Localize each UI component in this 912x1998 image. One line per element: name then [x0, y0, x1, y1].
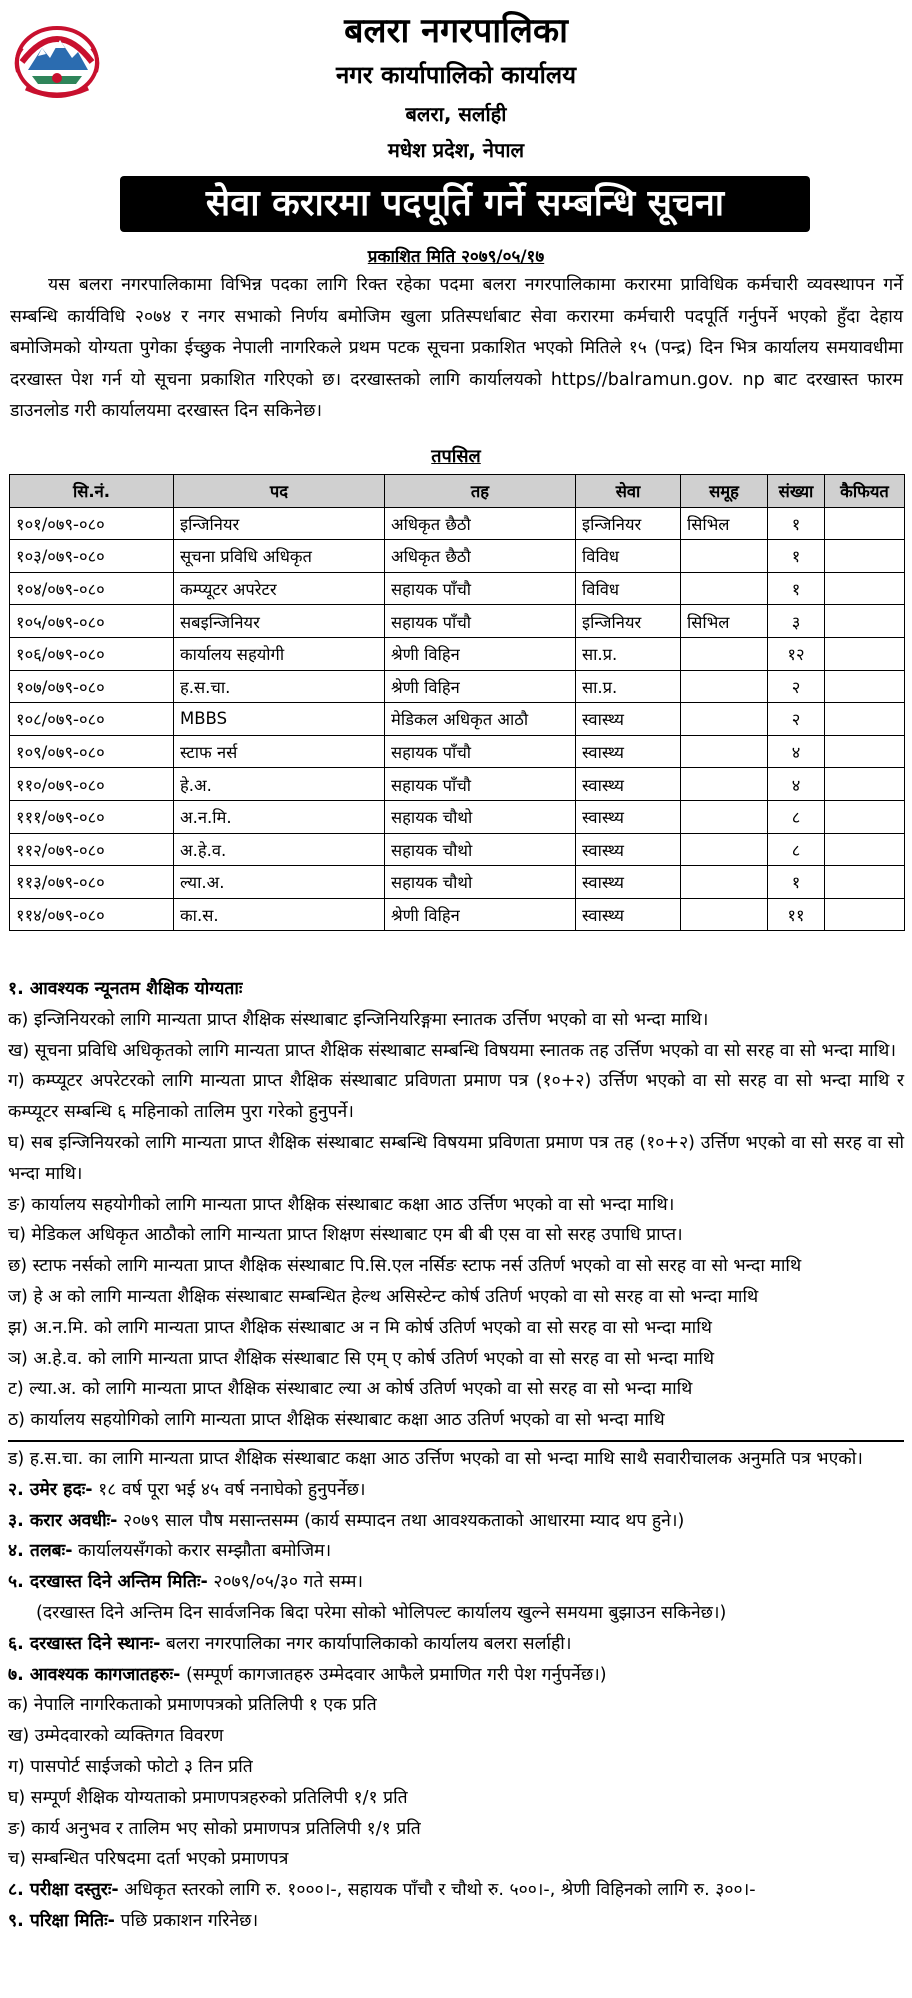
salary-label: ४. तलबः- — [8, 1541, 73, 1562]
table-cell: अधिकृत छैठौ — [385, 507, 576, 540]
exam-text: पछि प्रकाशन गरिनेछ। — [114, 1910, 259, 1931]
intro-text: यस बलरा नगरपालिकामा विभिन्न पदका लागि रिक्त रहेका पदमा बलरा नगरपालिकामा करारमा प्राविधिक कर्मचारी व्यवस्थापन गर्ने सम्बन्धि कार्यविधि २०७४ र नगर सभाको निर्णय बमोजिम खुला प्रतिस्पर्धाबाट सेवा करारमा कर्मचारी पदपूर्ति गर्नुपर्ने भएको हुँदा देहाय बमोजिमको योग्यता पुगेका ईच्छुक नेपाली नागरिकले प्रथम पटक सूचना प्रकाशित भएको मितिले १५ (पन्द्र) दिन भित्र कार्यालय समयावधीमा दरखास्त पेश गर्न यो सूचना प्रकाशित गरिएको छ। दरखास्तको लागि कार्यालयको https//balramun.gov. np बाट दरखास्त फारम डाउनलोड गरी कार्यालयमा दरखास्त दिन सकिनेछ। — [10, 275, 903, 421]
table-cell: स्वास्थ्य — [576, 898, 681, 931]
table-cell: स्वास्थ्य — [576, 768, 681, 801]
table-cell — [825, 540, 905, 573]
table-cell: सहायक पाँचौ — [385, 735, 576, 768]
divider — [8, 1440, 904, 1442]
table-row — [10, 898, 905, 931]
salary-text: कार्यालयसँगको करार सम्झौता बमोजिम। — [72, 1541, 332, 1562]
qualification-item: ड) ह.स.चा. का लागि मान्यता प्राप्त शैक्षिक संस्थाबाट कक्षा आठ उर्त्तिण भएको वा सो भन्दा माथि साथै सवारीचालक अनुमति पत्र भएको। — [8, 1448, 863, 1469]
age-limit — [8, 1475, 904, 1506]
notice-body — [8, 974, 904, 1937]
table-row — [10, 605, 905, 638]
table-cell: स्वास्थ्य — [576, 735, 681, 768]
table-row — [10, 572, 905, 605]
table-cell: सहायक पाँचौ — [385, 605, 576, 638]
table-cell: हे.अ. — [174, 768, 385, 801]
table-row — [10, 866, 905, 899]
age-text: १८ वर्ष पूरा भई ४५ वर्ष ननाघेको हुनुपर्नेछ। — [92, 1479, 366, 1500]
table-cell — [681, 670, 768, 703]
table-row — [10, 670, 905, 703]
fee-label: ८. परीक्षा दस्तुरः- — [8, 1880, 119, 1901]
table-cell: श्रेणी विहिन — [385, 637, 576, 670]
document-item: क) नेपालि नागरिकताको प्रमाणपत्रको प्रतिलिपी १ एक प्रति — [8, 1695, 377, 1716]
qualification-item: झ) अ.न.मि. को लागि मान्यता प्राप्त शैक्षिक संस्थाबाट अ न मि कोर्ष उतिर्ण भएको वा सो सरह वा सो भन्दा माथि — [8, 1317, 712, 1338]
table-cell — [825, 670, 905, 703]
table-cell: ११३/०७९-०८० — [10, 866, 174, 899]
table-cell — [825, 605, 905, 638]
application-deadline — [8, 1567, 904, 1598]
qualification-item: छ) स्टाफ नर्सको लागि मान्यता प्राप्त शैक्षिक संस्थाबाट पि.सि.एल नर्सिङ स्टाफ नर्स उतिर्ण भएको वा सो सरह वा सो भन्दा माथि — [8, 1256, 802, 1277]
qualification-item: च) मेडिकल अधिकृत आठौको लागि मान्यता प्राप्त शिक्षण संस्थाबाट एम बी बी एस वा सो सरह उपाधि प्राप्त। — [8, 1225, 683, 1246]
qualification-item: क) इन्जिनियरको लागि मान्यता प्राप्त शैक्षिक संस्थाबाट इन्जिनियरिङ्गमा स्नातक उर्त्तिण भएको वा सो भन्दा माथि। — [8, 1009, 709, 1030]
exam-fee — [8, 1875, 904, 1906]
table-row — [10, 637, 905, 670]
table-row — [10, 800, 905, 833]
intro-paragraph — [10, 270, 903, 428]
table-cell: स्टाफ नर्स — [174, 735, 385, 768]
table-cell: ११२/०७९-०८० — [10, 833, 174, 866]
posts-table — [9, 474, 905, 931]
table-row — [10, 768, 905, 801]
table-cell — [681, 866, 768, 899]
table-row — [10, 833, 905, 866]
qualification-item: ग) कम्प्यूटर अपरेटरको लागि मान्यता प्राप्त शैक्षिक संस्थाबाट प्रविणता प्रमाण पत्र (१०+२) उर्त्तिण भएको वा सो सरह वा सो भन्दा माथि र कम्प्यूटर सम्बन्धि ६ महिनाको तालिम पुरा गरेको हुनुपर्ने। — [8, 1071, 904, 1123]
table-cell — [825, 898, 905, 931]
table-cell: ८ — [768, 833, 825, 866]
qualifications-list — [8, 1005, 904, 1436]
table-cell — [681, 800, 768, 833]
document-item: ग) पासपोर्ट साईजको फोटो ३ तिन प्रति — [8, 1756, 253, 1777]
document-item: च) सम्बन्धित परिषदमा दर्ता भएको प्रमाणपत्र — [8, 1849, 289, 1870]
table-cell: मेडिकल अधिकृत आठौ — [385, 703, 576, 736]
table-cell: स्वास्थ्य — [576, 866, 681, 899]
table-cell: ४ — [768, 768, 825, 801]
table-cell: ल्या.अ. — [174, 866, 385, 899]
qualifications-heading: १. आवश्यक न्यूनतम शैक्षिक योग्यताः — [8, 979, 243, 999]
table-cell: सूचना प्रविधि अधिकृत — [174, 540, 385, 573]
document-item: ख) उम्मेदवारको व्यक्तिगत विवरण — [8, 1726, 224, 1747]
office-title: नगर कार्यापालिको कार्यालय — [335, 61, 577, 89]
docs-label: ७. आवश्यक कागजातहरुः- — [8, 1664, 181, 1685]
table-cell: सहायक पाँचौ — [385, 768, 576, 801]
table-cell — [681, 898, 768, 931]
contract-term — [8, 1506, 904, 1537]
table-cell: सहायक पाँचौ — [385, 572, 576, 605]
documents-list — [8, 1690, 904, 1875]
details-heading: तपसिल — [431, 446, 481, 467]
table-row — [10, 703, 905, 736]
table-cell — [825, 637, 905, 670]
table-cell: अ.न.मि. — [174, 800, 385, 833]
table-cell: इन्जिनियर — [174, 507, 385, 540]
table-cell: ११ — [768, 898, 825, 931]
table-cell — [681, 768, 768, 801]
table-cell: ११४/०७९-०८० — [10, 898, 174, 931]
table-cell — [825, 572, 905, 605]
table-cell: श्रेणी विहिन — [385, 898, 576, 931]
table-header-row — [10, 475, 905, 508]
table-row — [10, 735, 905, 768]
table-cell — [681, 735, 768, 768]
table-cell: सिभिल — [681, 507, 768, 540]
table-cell: १०८/०७९-०८० — [10, 703, 174, 736]
table-header-cell: कैफियत — [825, 475, 905, 508]
table-cell: स्वास्थ्य — [576, 800, 681, 833]
table-cell: अधिकृत छैठौ — [385, 540, 576, 573]
table-cell — [825, 703, 905, 736]
table-cell — [825, 866, 905, 899]
table-row — [10, 540, 905, 573]
table-cell: १ — [768, 507, 825, 540]
table-cell: स्वास्थ्य — [576, 703, 681, 736]
table-cell: कम्प्यूटर अपरेटर — [174, 572, 385, 605]
age-label: २. उमेर हदः- — [8, 1479, 93, 1500]
table-cell: श्रेणी विहिन — [385, 670, 576, 703]
table-cell: ११०/०७९-०८० — [10, 768, 174, 801]
document-item: घ) सम्पूर्ण शैक्षिक योग्यताको प्रमाणपत्रहरुको प्रतिलिपी १/१ प्रति — [8, 1787, 408, 1808]
table-header-cell: सि.नं. — [10, 475, 174, 508]
table-cell: सहायक चौथो — [385, 800, 576, 833]
table-row — [10, 507, 905, 540]
qualification-item: ख) सूचना प्रविधि अधिकृतको लागि मान्यता प्राप्त शैक्षिक संस्थाबाट सम्बन्धि विषयमा स्नातक तह उर्त्तिण भएको वा सो सरह वा सो भन्दा माथि। — [8, 1040, 896, 1061]
province-line: मधेश प्रदेश, नेपाल — [387, 138, 525, 162]
place-text: बलरा नगरपालिका नगर कार्यापालिकाको कार्यालय बलरा सर्लाही। — [160, 1633, 572, 1654]
table-header-cell: सेवा — [576, 475, 681, 508]
place-label: ६. दरखास्त दिने स्थानः- — [8, 1633, 161, 1654]
municipality-title: बलरा नगरपालिका — [344, 11, 568, 51]
table-cell — [825, 735, 905, 768]
table-cell: १०४/०७९-०८० — [10, 572, 174, 605]
table-cell: MBBS — [174, 703, 385, 736]
table-cell: इन्जिनियर — [576, 507, 681, 540]
term-text: २०७९ साल पौष मसान्तसम्म (कार्य सम्पादन तथा आवश्यकताको आधारमा म्याद थप हुने।) — [117, 1510, 685, 1531]
required-documents — [8, 1660, 904, 1691]
table-cell: ४ — [768, 735, 825, 768]
docs-text: (सम्पूर्ण कागजातहरु उम्मेदवार आफैले प्रमाणित गरी पेश गर्नुपर्नेछ।) — [180, 1664, 607, 1685]
table-cell: सबइन्जिनियर — [174, 605, 385, 638]
qualification-item: ङ) कार्यालय सहयोगीको लागि मान्यता प्राप्त शैक्षिक संस्थाबाट कक्षा आठ उर्त्तिण भएको वा सो भन्दा माथि। — [8, 1194, 675, 1215]
salary — [8, 1536, 904, 1567]
table-cell — [681, 833, 768, 866]
table-cell: ३ — [768, 605, 825, 638]
notice-banner: सेवा करारमा पदपूर्ति गर्ने सम्बन्धि सूचना — [120, 176, 810, 232]
table-cell: विविध — [576, 572, 681, 605]
table-header-cell: समूह — [681, 475, 768, 508]
table-cell: अ.हे.व. — [174, 833, 385, 866]
table-header-cell: पद — [174, 475, 385, 508]
table-body — [10, 507, 905, 931]
exam-label: ९. परिक्षा मितिः- — [8, 1910, 115, 1931]
table-cell — [681, 572, 768, 605]
table-cell: कार्यालय सहयोगी — [174, 637, 385, 670]
table-header-cell: तह — [385, 475, 576, 508]
table-cell: १०३/०७९-०८० — [10, 540, 174, 573]
table-cell: सिभिल — [681, 605, 768, 638]
table-cell: सा.प्र. — [576, 637, 681, 670]
location-line: बलरा, सर्लाही — [405, 102, 507, 126]
table-cell: का.स. — [174, 898, 385, 931]
table-cell: सहायक चौथो — [385, 866, 576, 899]
published-date: प्रकाशित मिति २०७९/०५/१७ — [367, 247, 545, 267]
table-cell — [825, 800, 905, 833]
table-cell: १०६/०७९-०८० — [10, 637, 174, 670]
qualification-item: घ) सब इन्जिनियरको लागि मान्यता प्राप्त शैक्षिक संस्थाबाट सम्बन्धि विषयमा प्रविणता प्रमाण पत्र तह (१०+२) उर्त्तिण भएको वा सो सरह वा सो भन्दा माथि। — [8, 1132, 904, 1184]
table-cell: ८ — [768, 800, 825, 833]
table-cell: १ — [768, 866, 825, 899]
table-cell: २ — [768, 703, 825, 736]
deadline-label: ५. दरखास्त दिने अन्तिम मितिः- — [8, 1572, 208, 1593]
table-cell — [825, 833, 905, 866]
table-cell — [825, 507, 905, 540]
exam-date — [8, 1906, 904, 1937]
table-cell: १०७/०७९-०८० — [10, 670, 174, 703]
qualification-item: ट) ल्या.अ. को लागि मान्यता प्राप्त शैक्षिक संस्थाबाट ल्या अ कोर्ष उतिर्ण भएको वा सो सरह वा सो भन्दा माथि — [8, 1379, 693, 1400]
fee-text: अधिकृत स्तरको लागि रु. १०००।-, सहायक पाँचौ र चौथो रु. ५००।-, श्रेणी विहिनको लागि रु. ३००।- — [118, 1880, 756, 1901]
table-header-cell: संख्या — [768, 475, 825, 508]
qualification-item: ठ) कार्यालय सहयोगिको लागि मान्यता प्राप्त शैक्षिक संस्थाबाट कक्षा आठ उतिर्ण भएको वा सो भन्दा माथि — [8, 1410, 665, 1431]
application-place — [8, 1629, 904, 1660]
term-label: ३. करार अवधीः- — [8, 1510, 118, 1531]
table-cell: स्वास्थ्य — [576, 833, 681, 866]
table-cell: १ — [768, 572, 825, 605]
table-cell: १०१/०७९-०८० — [10, 507, 174, 540]
qualification-item: ज) हे अ को लागि मान्यता शैक्षिक संस्थाबाट सम्बन्धित हेल्थ असिस्टेन्ट कोर्ष उतिर्ण भएको वा सो सरह वा सो भन्दा माथि — [8, 1286, 759, 1307]
table-cell: ह.स.चा. — [174, 670, 385, 703]
table-cell: विविध — [576, 540, 681, 573]
table-cell: २ — [768, 670, 825, 703]
table-cell: १०५/०७९-०८० — [10, 605, 174, 638]
table-cell: सा.प्र. — [576, 670, 681, 703]
table-cell: १ — [768, 540, 825, 573]
table-cell: १११/०७९-०८० — [10, 800, 174, 833]
table-cell — [681, 540, 768, 573]
deadline-text: २०७९/०५/३० गते सम्म। — [207, 1572, 364, 1593]
table-cell — [681, 703, 768, 736]
deadline-note: (दरखास्त दिने अन्तिम दिन सार्वजनिक बिदा परेमा सोको भोलिपल्ट कार्यालय खुल्ने समयमा बुझाउन सकिनेछ।) — [36, 1602, 727, 1623]
table-cell: सहायक चौथो — [385, 833, 576, 866]
table-cell — [825, 768, 905, 801]
qualification-item: ञ) अ.हे.व. को लागि मान्यता प्राप्त शैक्षिक संस्थाबाट सि एम् ए कोर्ष उतिर्ण भएको वा सो सरह वा सो भन्दा माथि — [8, 1348, 715, 1369]
table-cell: १२ — [768, 637, 825, 670]
table-cell: १०९/०७९-०८० — [10, 735, 174, 768]
document-item: ङ) कार्य अनुभव र तालिम भए सोको प्रमाणपत्र प्रतिलिपी १/१ प्रति — [8, 1818, 421, 1839]
table-cell: इन्जिनियर — [576, 605, 681, 638]
table-cell — [681, 637, 768, 670]
